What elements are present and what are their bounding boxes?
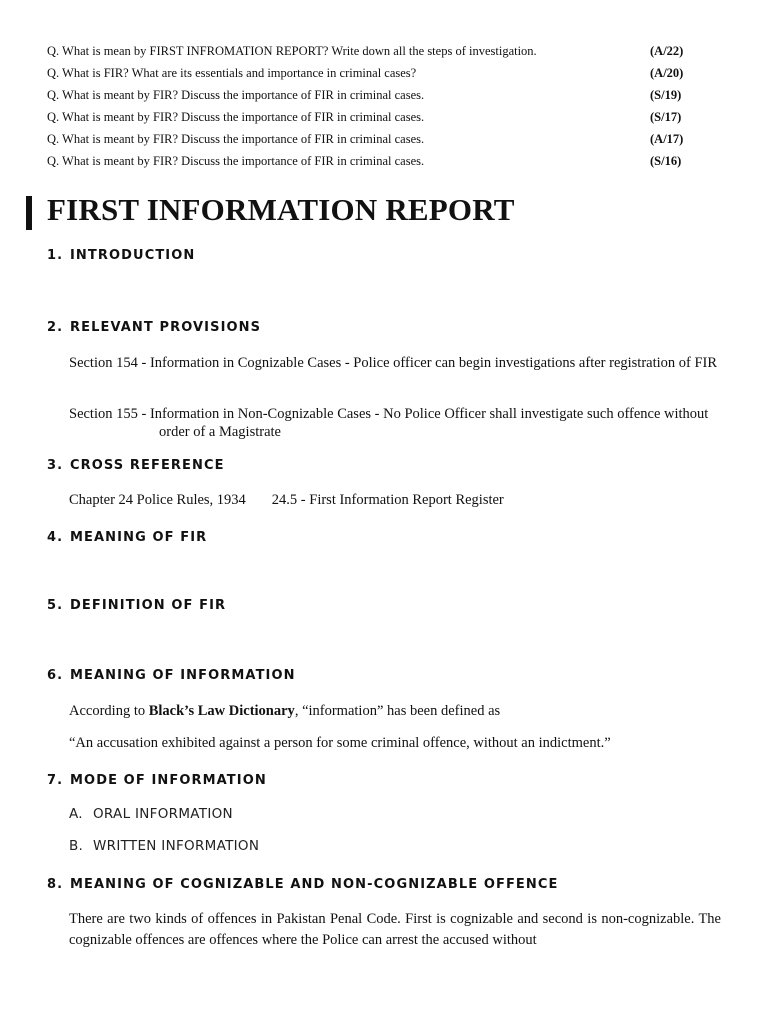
question-text: Q. What is FIR? What are its essentials and importance in criminal cases? <box>47 66 417 80</box>
intro-prefix: According to <box>69 703 149 719</box>
title-accent-bar <box>26 196 32 230</box>
dictionary-name: Black’s Law Dictionary <box>148 703 295 719</box>
section-heading-introduction <box>47 248 195 263</box>
section-heading-cognizable-offence <box>47 877 559 892</box>
exam-code: (S/19) <box>650 88 682 102</box>
mode-letter: B. <box>69 838 84 854</box>
section-heading-meaning-of-fir <box>47 530 207 545</box>
exam-code: (A/20) <box>650 66 684 80</box>
section-title: DEFINITION OF FIR <box>70 598 227 613</box>
information-intro <box>69 702 721 720</box>
section-title: CROSS REFERENCE <box>70 458 225 473</box>
section-title: MEANING OF INFORMATION <box>70 668 296 683</box>
section-title: MODE OF INFORMATION <box>70 773 267 788</box>
section-title: MEANING OF COGNIZABLE AND NON-COGNIZABLE OFFENCE <box>70 877 559 892</box>
question-text: Q. What is meant by FIR? Discuss the importance of FIR in criminal cases. <box>47 88 425 102</box>
cross-reference-text <box>69 491 721 509</box>
offence-paragraph: There are two kinds of offences in Pakistan Penal Code. First is cognizable and second is non-cognizable. The cognizable offences are offences where the Police can arrest the accused without <box>69 911 721 948</box>
section-heading-relevant-provisions <box>47 320 261 335</box>
section-heading-mode-of-information <box>47 773 267 788</box>
provision-section-154: Section 154 - Information in Cognizable Cases - Police officer can begin investigations after registration of FIR <box>69 355 718 371</box>
section-heading-meaning-of-information <box>47 668 296 683</box>
provision-section-155: Section 155 - Information in Non-Cognizable Cases - No Police Officer shall investigate such offence without order of a Magistrate <box>69 406 709 440</box>
cross-reference-rule: 24.5 - First Information Report Register <box>271 492 504 508</box>
section-number: 5. <box>47 598 64 613</box>
mode-item-oral <box>69 806 233 822</box>
exam-code: (S/16) <box>650 154 682 168</box>
mode-label: WRITTEN INFORMATION <box>93 838 260 854</box>
information-definition-quote: “An accusation exhibited against a person for some criminal offence, without an indictment.” <box>69 735 611 751</box>
section-number: 6. <box>47 668 64 683</box>
question-text: Q. What is meant by FIR? Discuss the importance of FIR in criminal cases. <box>47 154 425 168</box>
section-number: 4. <box>47 530 64 545</box>
question-text: Q. What is meant by FIR? Discuss the importance of FIR in criminal cases. <box>47 132 425 146</box>
section-number: 2. <box>47 320 64 335</box>
question-text: Q. What is mean by FIRST INFROMATION REPORT? Write down all the steps of investigation. <box>47 44 537 58</box>
intro-suffix: , “information” has been defined as <box>294 703 501 719</box>
section-number: 7. <box>47 773 64 788</box>
mode-label: ORAL INFORMATION <box>93 806 233 822</box>
section-number: 3. <box>47 458 64 473</box>
section-heading-cross-reference <box>47 458 225 473</box>
mode-letter: A. <box>69 806 83 822</box>
exam-code: (A/17) <box>650 132 684 146</box>
exam-code: (A/22) <box>650 44 684 58</box>
section-heading-definition-of-fir <box>47 598 226 613</box>
section-number: 1. <box>47 248 64 263</box>
section-title: MEANING OF FIR <box>70 530 208 545</box>
section-number: 8. <box>47 877 64 892</box>
exam-code: (S/17) <box>650 110 682 124</box>
section-title: RELEVANT PROVISIONS <box>70 320 262 335</box>
mode-item-written <box>69 838 259 854</box>
question-text: Q. What is meant by FIR? Discuss the importance of FIR in criminal cases. <box>47 110 425 124</box>
section-title: INTRODUCTION <box>70 248 196 263</box>
cross-reference-chapter: Chapter 24 Police Rules, 1934 <box>69 492 246 508</box>
page-title: FIRST INFORMATION REPORT <box>47 192 515 227</box>
